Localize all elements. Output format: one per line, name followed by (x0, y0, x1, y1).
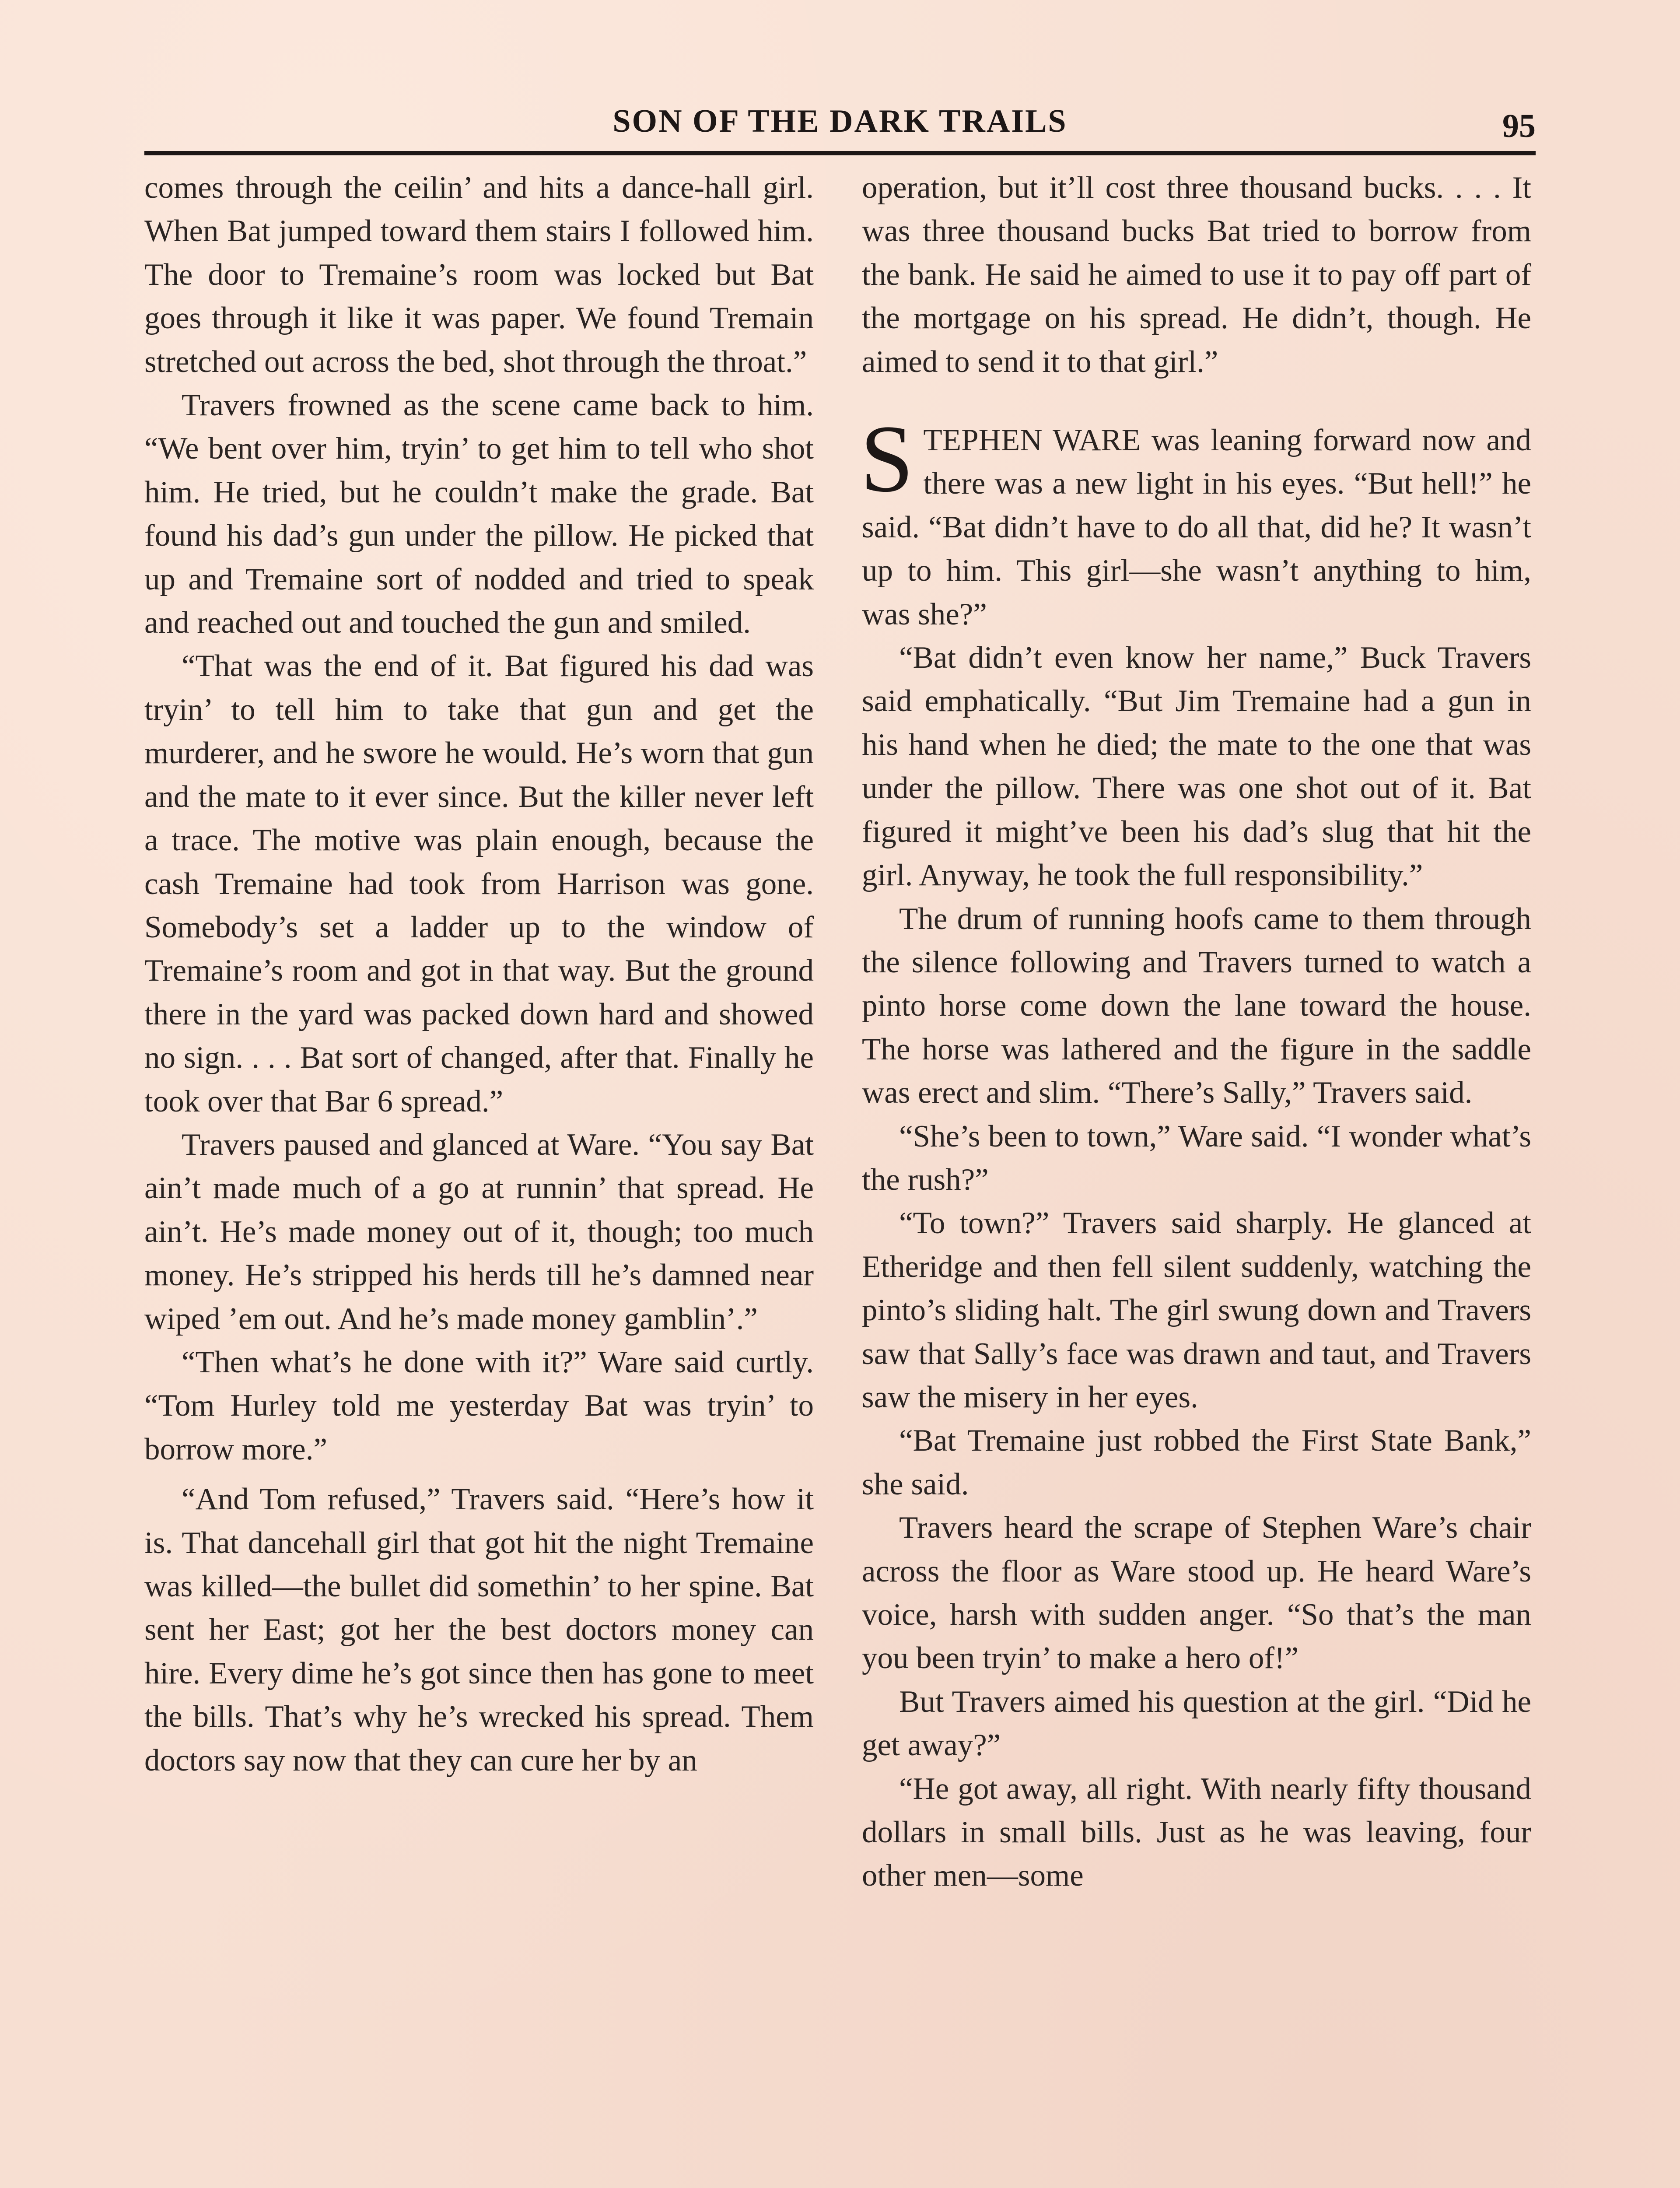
paragraph: Travers frowned as the scene came back to him. “We bent over him, tryin’ to get him to tell who shot him. He tried, but he couldn’t make the grade. Bat found his dad’s gun under the pillow. He picked that up and Tremaine sort of nodded and tried to speak and reached out and touched the gun and smiled. (144, 388, 814, 640)
paragraph: “To town?” Travers said sharply. He glanced at Etheridge and then fell silent suddenly, watching the pinto’s sliding halt. The girl swung down and Travers saw that Sally’s face was drawn and taut, and Travers saw the misery in her eyes. (862, 1206, 1531, 1414)
paragraph: “He got away, all right. With nearly fifty thousand dollars in small bills. Just as he was leaving, four other men—some (862, 1771, 1531, 1893)
left-column (144, 166, 814, 1782)
paragraph: “And Tom refused,” Travers said. “Here’s how it is. That dancehall girl that got hit the night Tremaine was killed—the bullet did somethin’ to her spine. Bat sent her East; got her the best doctors money can hire. Every dime he’s got since then has gone to meet the bills. That’s why he’s wrecked his spread. Them doctors say now that they can cure her by an (144, 1482, 814, 1778)
paragraph: “Bat didn’t even know her name,” Buck Travers said emphatically. “But Jim Tremaine had a gun in his hand when he died; the mate to the one that was under the pillow. There was one shot out of it. Bat figured it might’ve been his dad’s slug that hit the girl. Anyway, he took the full responsibility.” (862, 641, 1531, 893)
paragraph: The drum of running hoofs came to them through the silence following and Travers turned to watch a pinto horse come down the lane toward the house. The horse was lathered and the figure in the saddle was erect and slim. “There’s Sally,” Travers said. (862, 901, 1531, 1110)
header-rule (144, 151, 1536, 155)
running-head (144, 98, 1536, 155)
paragraph: “Bat Tremaine just robbed the First State Bank,” she said. (862, 1424, 1531, 1501)
section-opening-text: TEPHEN WARE was leaning forward now and there was a new light in his eyes. “But hell!” he said. “Bat didn’t have to do all that, did he? It wasn’t up to him. This girl—she wasn’t anything to him, was she?” (862, 423, 1531, 631)
paragraph: Travers heard the scrape of Stephen Ware’s chair across the floor as Ware stood up. He heard Ware’s voice, harsh with sudden anger. “So that’s the man you been tryin’ to make a hero of!” (862, 1511, 1531, 1676)
paragraph: “She’s been to town,” Ware said. “I wonder what’s the rush?” (862, 1119, 1531, 1197)
page-number: 95 (1502, 108, 1536, 144)
right-column (862, 166, 1531, 1898)
running-title: SON OF THE DARK TRAILS (612, 103, 1068, 139)
drop-cap: S (860, 405, 914, 512)
section-opening (860, 405, 1531, 636)
paragraph: “Then what’s he done with it?” Ware said curtly. “Tom Hurley told me yesterday Bat was tryin’ to borrow more.” (144, 1345, 814, 1466)
paragraph: Travers paused and glanced at Ware. “You say Bat ain’t made much of a go at runnin’ that spread. He ain’t. He’s made money out of it, though; too much money. He’s stripped his herds till he’s damned near wiped ’em out. And he’s made money gamblin’.” (144, 1127, 814, 1336)
paragraph: operation, but it’ll cost three thousand bucks. . . . It was three thousand bucks Bat tried to borrow from the bank. He said he aimed to use it to pay off part of the mortgage on his spread. He didn’t, though. He aimed to send it to that girl.” (862, 171, 1531, 379)
paragraph: comes through the ceilin’ and hits a dance-hall girl. When Bat jumped toward them stairs I followed him. The door to Tremaine’s room was locked but Bat goes through it like it was paper. We found Tremain stretched out across the bed, shot through the throat.” (144, 171, 814, 379)
paragraph: “That was the end of it. Bat figured his dad was tryin’ to tell him to take that gun and get the murderer, and he swore he would. He’s worn that gun and the mate to it ever since. But the killer never left a trace. The motive was plain enough, because the cash Tremaine had took from Harrison was gone. Somebody’s set a ladder up to the window of Tremaine’s room and got in that way. But the ground there in the yard was packed down hard and showed no sign. . . . Bat sort of changed, after that. Finally he took over that Bar 6 spread.” (144, 649, 814, 1119)
paragraph: But Travers aimed his question at the girl. “Did he get away?” (862, 1684, 1531, 1763)
